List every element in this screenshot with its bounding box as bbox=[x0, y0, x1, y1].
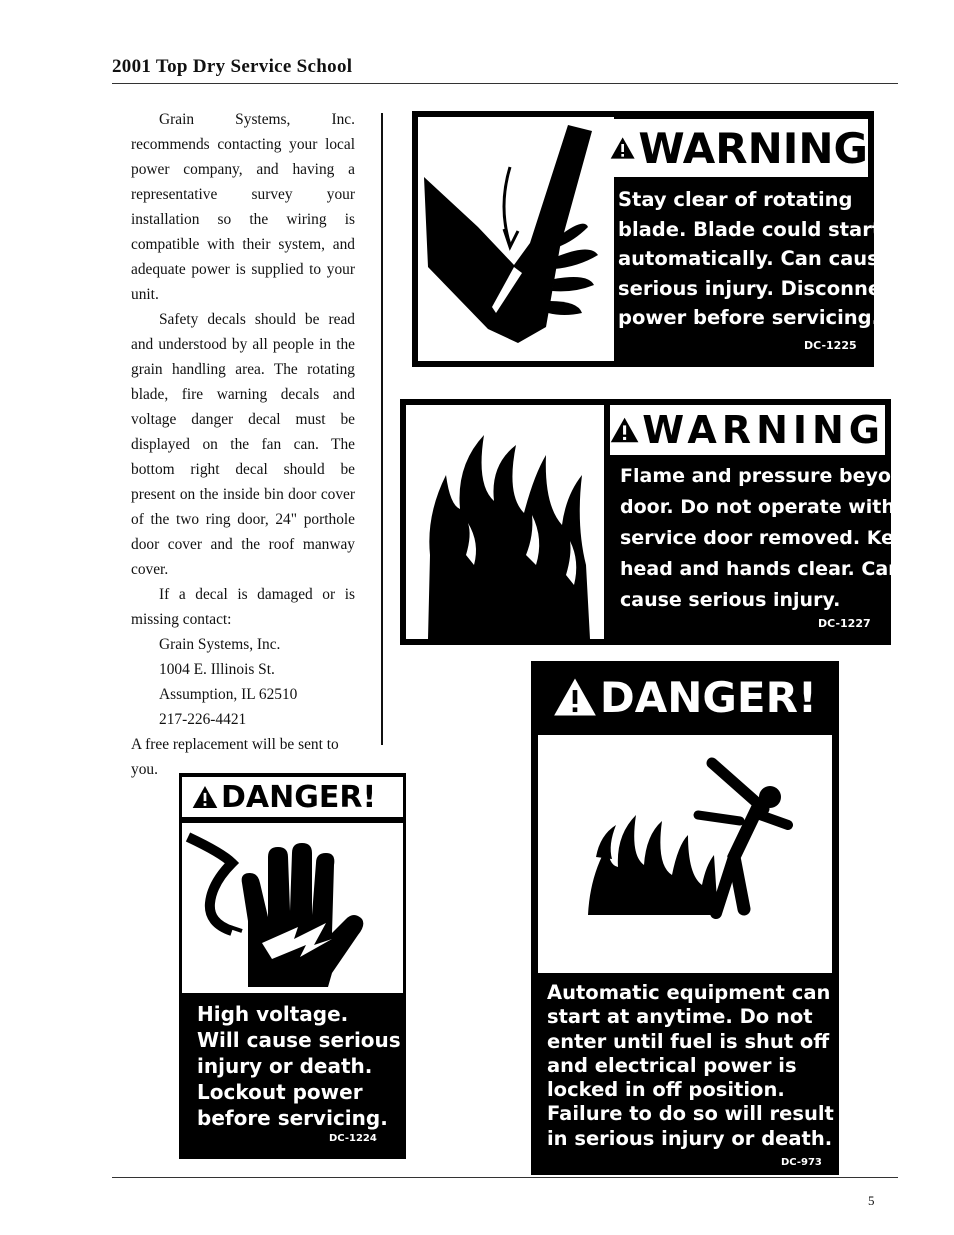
decal-message-line: cause serious injury. bbox=[620, 589, 841, 611]
decal-message-line: enter until fuel is shut off bbox=[547, 1029, 830, 1053]
decal-code: DC-973 bbox=[781, 1157, 822, 1168]
electric-shock-hand-icon bbox=[182, 823, 403, 993]
decal-message-line: power before servicing. bbox=[618, 306, 880, 329]
paragraph-replacement-contact: If a decal is damaged or is missing contact: bbox=[131, 586, 355, 628]
address-line: Grain Systems, Inc. bbox=[159, 636, 281, 653]
decal-rotating-blade-warning bbox=[412, 111, 902, 367]
decal-header-text: DANGER! bbox=[221, 779, 377, 815]
decal-high-voltage-danger bbox=[179, 773, 406, 1159]
warning-triangle-icon bbox=[610, 131, 635, 165]
decal-flame-warning bbox=[400, 399, 921, 645]
decal-message-line: Flame and pressure beyond bbox=[620, 465, 919, 487]
decal-message-line: Stay clear of rotating bbox=[618, 188, 853, 211]
decal-header-danger bbox=[531, 661, 839, 733]
decal-header-text: DANGER! bbox=[599, 672, 818, 722]
body-text-column bbox=[131, 107, 355, 782]
decal-message-line: injury or death. bbox=[197, 1054, 373, 1078]
decal-message-line: and electrical power is bbox=[547, 1053, 797, 1077]
decal-code: DC-1227 bbox=[818, 617, 871, 630]
paragraph-power-company: Grain Systems, Inc. recommends contacting your local power company, and having a representative survey your installation so the wiring is compatible with their system, and adequate power is supplied to your unit. bbox=[131, 111, 355, 303]
paragraph-safety-decals: Safety decals should be read and understood by all people in the grain handling area. The rotating blade, fire warning decals and voltage danger decal must be displayed on the fan can. The bottom right decal should be present on the inside bin door cover of the two ring door, 24" porthole door cover and the roof manway cover. bbox=[131, 311, 355, 578]
decal-header-text: WARNING bbox=[638, 123, 868, 173]
decal-code: DC-1224 bbox=[329, 1133, 377, 1144]
decal-message bbox=[620, 461, 921, 616]
person-fire-icon bbox=[538, 735, 832, 973]
page-header-title: 2001 Top Dry Service School bbox=[112, 56, 353, 77]
decal-message bbox=[547, 981, 834, 1151]
decal-header-warning bbox=[610, 119, 868, 177]
column-divider bbox=[381, 113, 383, 745]
address-line: 1004 E. Illinois St. bbox=[159, 661, 275, 678]
decal-header-danger bbox=[182, 777, 403, 817]
decal-message-line: Automatic equipment can bbox=[547, 981, 831, 1004]
paragraph-free-replacement: A free replacement will be sent to you. bbox=[131, 736, 339, 778]
decal-message-line: serious injury. Disconnect bbox=[618, 276, 902, 300]
decal-automatic-equipment-danger bbox=[531, 661, 839, 1175]
page-number: 5 bbox=[868, 1193, 875, 1208]
rotating-blade-hand-icon bbox=[418, 117, 614, 361]
decal-header-text: WARNING bbox=[642, 408, 885, 452]
decal-message bbox=[618, 185, 902, 333]
decal-message-line: Will cause serious bbox=[197, 1028, 401, 1052]
flame-icon bbox=[406, 405, 604, 639]
decal-message-line: head and hands clear. Can bbox=[620, 558, 902, 580]
decal-header-warning bbox=[610, 405, 885, 455]
decal-message-line: Failure to do so will result bbox=[547, 1102, 834, 1126]
decal-message bbox=[197, 1001, 401, 1131]
decal-message-line: High voltage. bbox=[197, 1002, 349, 1026]
decal-message-line: door. Do not operate with bbox=[620, 496, 895, 518]
decal-message-line: service door removed. Keep bbox=[620, 527, 921, 549]
decal-message-line: locked in off position. bbox=[547, 1078, 785, 1102]
decal-message-line: in serious injury or death. bbox=[547, 1126, 833, 1150]
footer-rule bbox=[112, 1177, 898, 1178]
address-line: 217-226-4421 bbox=[159, 711, 247, 728]
decal-message-line: start at anytime. Do not bbox=[547, 1005, 813, 1029]
decal-message-line: Lockout power bbox=[197, 1080, 363, 1104]
decal-message-line: before servicing. bbox=[197, 1106, 388, 1130]
warning-triangle-icon bbox=[610, 415, 639, 445]
header-rule bbox=[112, 83, 898, 84]
warning-triangle-icon bbox=[192, 785, 218, 809]
decal-code: DC-1225 bbox=[804, 339, 857, 352]
warning-triangle-icon bbox=[553, 677, 597, 717]
address-line: Assumption, IL 62510 bbox=[159, 686, 298, 703]
decal-message-line: automatically. Can cause bbox=[618, 247, 893, 270]
decal-message-line: blade. Blade could start bbox=[618, 217, 882, 241]
